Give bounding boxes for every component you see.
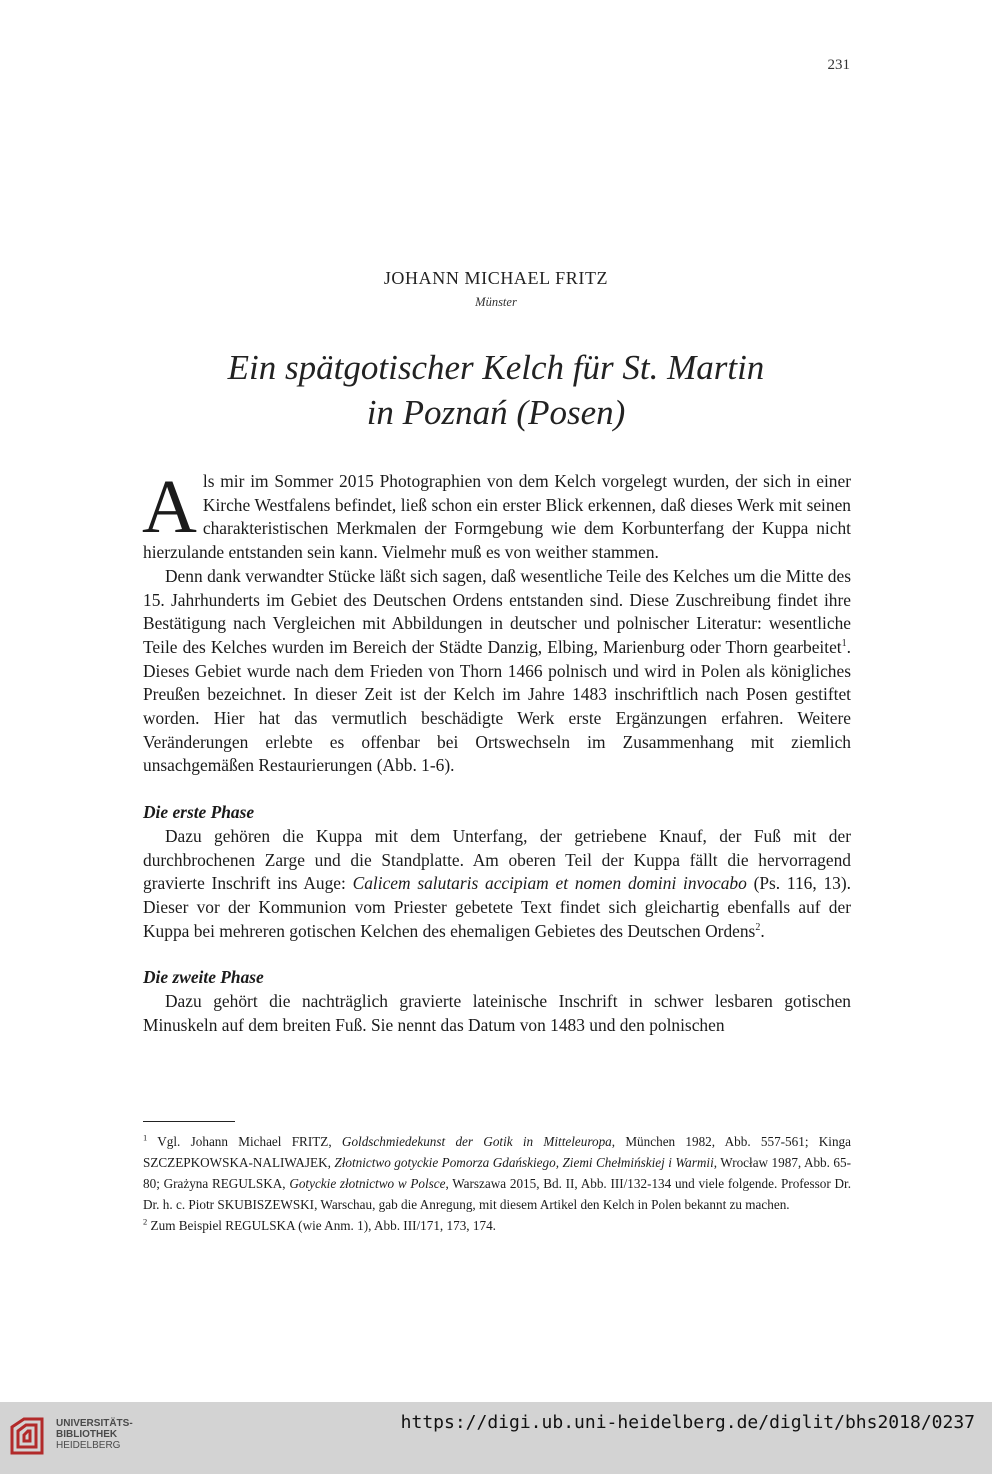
intro-paragraph-2-text-a: Denn dank verwandter Stücke läßt sich sagen, daß wesentliche Teile des Kelches um die Mitte des 15. Jahrhunderts im Gebiet des Deutschen Ordens entstanden sind. Diese Zuschreibung findet ihre Bestätigung nach Vergleichen mit Abbildungen in deutscher und polnischer Literatur: wesentliche Teile des Kelches wurden im Bereich der Städte Danzig, Elbing, Marienburg oder Thorn gearbeitet xyxy=(143,565,851,657)
section-2-paragraph: Dazu gehört die nachträglich gravierte lateinische Inschrift in schwer lesbaren gotischen Minuskeln auf dem breiten Fuß. Sie nennt das Datum von 1483 und den polnischen xyxy=(143,991,851,1035)
footer-bar xyxy=(0,1402,992,1474)
author-affiliation: Münster xyxy=(475,295,517,309)
intro-paragraph-1-text: ls mir im Sommer 2015 Photographien von dem Kelch vorgelegt wurden, der sich in einer Kirche Westfalens befindet, ließ schon ein erster Blick erkennen, daß dieses Werk mit seinen charakteristischen Merkmalen der Formgebung wie dem Korbunterfang der Kuppa nicht hierzulande entstanden sein kann. Vielmehr muß es von weither stammen. xyxy=(143,471,851,563)
intro-paragraph-1 xyxy=(142,465,851,565)
library-logo-text xyxy=(56,1418,133,1451)
footnote-1-text-4: , Warszawa 2015, Bd. II, Abb. III/132-134 und viele folgende. Professor Dr. Dr. h. c. Piotr SKUBISZEWSKI, Warschau, gab die Anregung, mit diesem Artikel den Kelch in Polen bekannt zu machen. xyxy=(143,1176,851,1212)
section-1-text-c: . xyxy=(760,920,765,941)
section-heading-1: Die erste Phase xyxy=(143,802,255,823)
footnote-1-text-2: , München 1982, Abb. 557-561; Kinga SZCZEPKOWSKA-NALIWAJEK, xyxy=(143,1134,851,1170)
page-number: 231 xyxy=(827,57,850,73)
source-url-link[interactable]: https://digi.ub.uni-heidelberg.de/diglit/bhs2018/0237 xyxy=(400,1412,975,1433)
footnote-2-number: 2 xyxy=(143,1216,148,1227)
library-logo-icon[interactable] xyxy=(8,1413,48,1457)
footnote-2 xyxy=(143,1215,851,1236)
footnote-1-title-1: Goldschmiedekunst der Gotik in Mitteleuropa xyxy=(341,1134,612,1149)
footnote-divider xyxy=(143,1121,235,1122)
article-body xyxy=(142,465,851,1037)
footnote-1-text-3: , Wrocław 1987, Abb. 65-80; Grażyna REGULSKA, xyxy=(143,1155,851,1191)
footnote-ref-2[interactable]: 2 xyxy=(755,921,761,933)
logo-line-1: UNIVERSITÄTS- xyxy=(56,1418,133,1429)
logo-line-2: BIBLIOTHEK xyxy=(56,1429,118,1440)
footnote-1-text-1: Vgl. Johann Michael FRITZ, xyxy=(147,1134,342,1149)
author-name: JOHANN MICHAEL FRITZ xyxy=(383,268,609,288)
footnote-1-title-3: Gotyckie złotnictwo w Polsce xyxy=(289,1176,446,1191)
article-title xyxy=(0,345,992,435)
section-1-text-a: Dazu gehören die Kuppa mit dem Unterfang, der getriebene Knauf, der Fuß mit der durchbrochenen Zarge und die Standplatte. Am oberen Teil der Kuppa fällt die hervorragend gravierte Inschrift ins Auge: xyxy=(143,825,851,894)
section-1-paragraph xyxy=(143,825,851,944)
section-heading-2: Die zweite Phase xyxy=(143,967,264,988)
footnote-1-title-2: Złotnictwo gotyckie Pomorza Gdańskiego, Ziemi Chełmińskiej i Warmii xyxy=(334,1155,714,1170)
section-1-text-b: (Ps. 116, 13). Dieser vor der Kommunion vom Priester gebetete Text findet sich gleichartig ebenfalls auf der Kuppa bei mehreren gotischen Kelchen des ehemaligen Gebietes des Deutschen Ordens xyxy=(143,873,851,941)
logo-line-3: HEIDELBERG xyxy=(56,1440,121,1451)
footnote-1 xyxy=(143,1131,851,1215)
intro-paragraph-2-text-b: . Dieses Gebiet wurde nach dem Frieden von Thorn 1466 polnisch und wird in Polen als königliches Preußen bezeichnet. In dieser Zeit ist der Kelch im Jahre 1483 inschriftlich nach Posen gestiftet worden. Hier hat das vermutlich beschädigte Werk erste Ergänzungen erfahren. Weitere Veränderungen erlebte es offenbar bei Ortswechseln im Zusammenhang mit ziemlich unsachgemäßen Restaurierungen (Abb. 1-6). xyxy=(143,636,851,776)
footnote-1-number: 1 xyxy=(143,1132,148,1143)
latin-inscription: Calicem salutaris accipiam et nomen domini invocabo xyxy=(352,873,747,894)
footnote-2-text: Zum Beispiel REGULSKA (wie Anm. 1), Abb. III/171, 173, 174. xyxy=(147,1218,496,1233)
title-line-1: Ein spätgotischer Kelch für St. Martin xyxy=(227,348,765,387)
footnotes xyxy=(143,1131,851,1236)
footnote-ref-1[interactable]: 1 xyxy=(841,638,847,650)
intro-paragraph-2 xyxy=(143,565,851,778)
title-line-2: in Poznań (Posen) xyxy=(366,393,626,432)
drop-cap: A xyxy=(142,465,197,549)
